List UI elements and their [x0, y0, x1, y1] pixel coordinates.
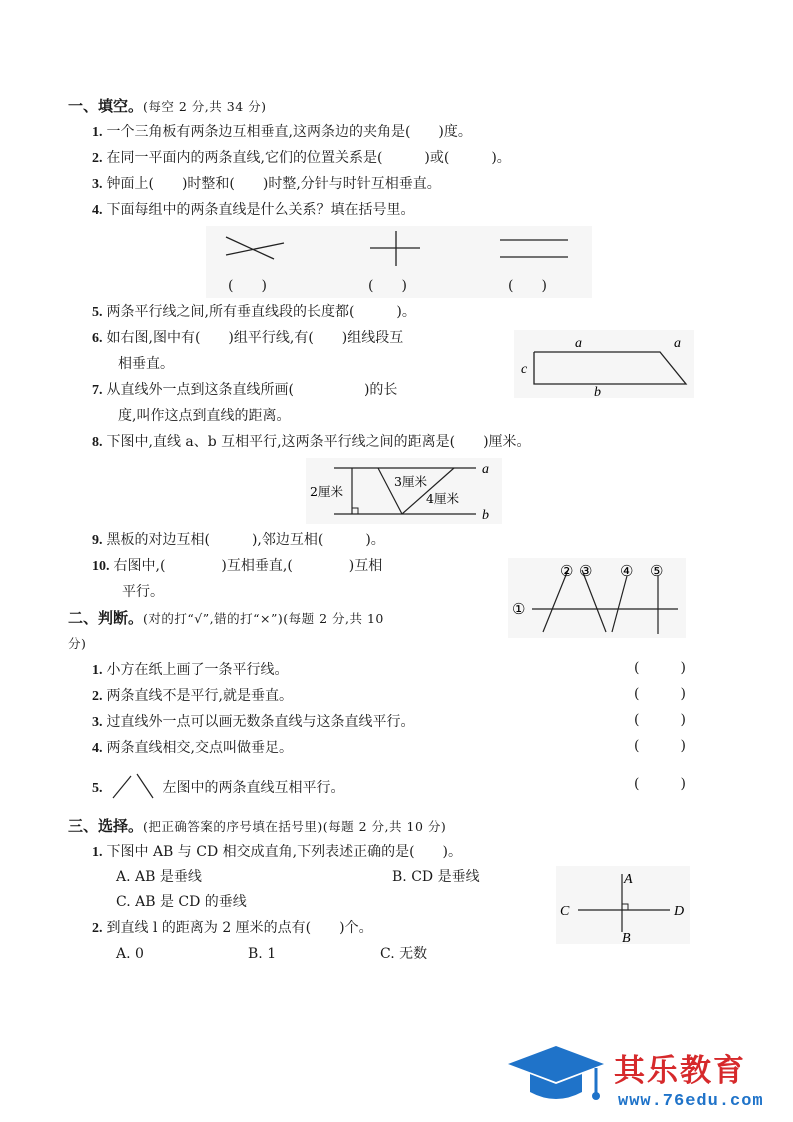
- question-number: 7.: [92, 383, 103, 398]
- paren-open: (: [634, 776, 640, 792]
- paren-open: (: [634, 686, 640, 702]
- question-number: 1.: [92, 663, 103, 678]
- fill-q7-line2: 度,叫作这点到直线的距离。: [118, 408, 291, 424]
- question-number: 5.: [92, 305, 103, 320]
- label-B: B: [622, 931, 631, 944]
- question-text: 两条平行线之间,所有垂直线段的长度都( )。: [106, 304, 416, 320]
- judge-answer-3[interactable]: [634, 712, 686, 728]
- trapezoid-figure: [514, 330, 694, 398]
- fill-q8: [92, 432, 531, 453]
- crossing-line-1: [226, 237, 274, 259]
- fill-q6: [92, 328, 403, 349]
- choice-q2-option-c[interactable]: C. 无数: [380, 946, 428, 962]
- question-number: 9.: [92, 533, 103, 548]
- question-text: 两条直线不是平行,就是垂直。: [106, 688, 293, 704]
- judge-q5: [92, 776, 345, 800]
- label-2: ②: [560, 562, 574, 580]
- question-number: 10.: [92, 559, 110, 574]
- question-number: 2.: [92, 921, 103, 936]
- section-3-heading: [68, 816, 446, 837]
- fill-q4: [92, 200, 415, 221]
- choice-q2-option-b[interactable]: B. 1: [248, 946, 277, 962]
- choice-q1-option-c[interactable]: C. AB 是 CD 的垂线: [116, 894, 247, 910]
- crossing-line-2: [226, 243, 284, 255]
- question-number: 6.: [92, 331, 103, 346]
- paren-open: (: [634, 712, 640, 728]
- question-text: 左图中的两条直线互相平行。: [162, 780, 345, 796]
- label-c: c: [521, 362, 528, 377]
- paren-open: (: [634, 660, 640, 676]
- logo-name: 其乐教育: [614, 1053, 746, 1089]
- choice-q1-option-b[interactable]: B. CD 是垂线: [392, 869, 480, 885]
- fill-q5: [92, 302, 416, 323]
- numbered-lines-figure: [508, 558, 686, 638]
- parallel-distance-drawing: [306, 458, 502, 524]
- question-text: 两条直线相交,交点叫做垂足。: [106, 740, 293, 756]
- label-b: b: [594, 385, 601, 398]
- label-a-right: a: [674, 336, 681, 351]
- label-3cm: 3厘米: [394, 474, 427, 489]
- section-1-title: 一、填空。: [68, 97, 144, 115]
- question-number: 1.: [92, 125, 103, 140]
- section-1-note: (每空 2 分,共 34 分): [143, 99, 267, 114]
- fill-q6-line2: 相垂直。: [118, 356, 174, 372]
- diverging-line-1: [113, 776, 131, 798]
- question-text: 一个三角板有两条边互相垂直,这两条边的夹角是( )度。: [106, 124, 472, 140]
- label-3: ③: [579, 562, 593, 580]
- diverging-lines-figure: [107, 770, 157, 800]
- question-number: 2.: [92, 151, 103, 166]
- section-1-heading: [68, 96, 267, 117]
- trapezoid-shape: [534, 352, 686, 384]
- question-number: 2.: [92, 689, 103, 704]
- question-number: 8.: [92, 435, 103, 450]
- fill-q3: [92, 174, 441, 195]
- judge-answer-2[interactable]: [634, 686, 686, 702]
- judge-q2: [92, 686, 293, 707]
- label-b: b: [482, 508, 489, 523]
- question-number: 5.: [92, 781, 103, 796]
- fill-q2: [92, 148, 511, 169]
- question-text: 在同一平面内的两条直线,它们的位置关系是( )或( )。: [106, 150, 511, 166]
- paren-close: ): [680, 686, 686, 702]
- section-2-note: (对的打“√”,错的打“×”)(每题 2 分,共 10: [143, 611, 384, 626]
- question-number: 3.: [92, 177, 103, 192]
- graduation-cap-icon: [508, 1040, 608, 1112]
- fill-q1: [92, 122, 472, 143]
- label-a: a: [575, 336, 582, 351]
- judge-q1: [92, 660, 289, 681]
- question-text: 下图中 AB 与 CD 相交成直角,下列表述正确的是( )。: [106, 844, 463, 860]
- fill-q7: [92, 380, 397, 401]
- trapezoid-drawing: [514, 330, 694, 398]
- judge-q4: [92, 738, 293, 759]
- label-4: ④: [620, 562, 634, 580]
- question-text: 下面每组中的两条直线是什么关系？填在括号里。: [106, 202, 415, 218]
- choice-q1-option-a[interactable]: A. AB 是垂线: [116, 869, 202, 885]
- paren-close: ): [680, 738, 686, 754]
- question-text: 到直线 l 的距离为 2 厘米的点有( )个。: [106, 920, 373, 936]
- section-2-note-line2: 分): [68, 636, 87, 651]
- question-text: 右图中,( )互相垂直,( )互相: [113, 558, 383, 574]
- choice-q2-option-a[interactable]: A. 0: [116, 946, 144, 962]
- line-4: [612, 576, 627, 632]
- judge-answer-1[interactable]: [634, 660, 686, 676]
- question-text: 钟面上( )时整和( )时整,分针与时针互相垂直。: [106, 176, 441, 192]
- question-number: 4.: [92, 741, 103, 756]
- question-number: 1.: [92, 845, 103, 860]
- label-5: ⑤: [650, 562, 664, 580]
- label-a: a: [482, 462, 489, 477]
- perpendicular-abcd-figure: [556, 866, 690, 944]
- question-text: 黑板的对边互相( ),邻边互相( )。: [106, 532, 385, 548]
- question-number: 4.: [92, 203, 103, 218]
- judge-answer-5[interactable]: [634, 776, 686, 792]
- perpendicular-abcd-drawing: [556, 866, 690, 944]
- paren-close: ): [680, 712, 686, 728]
- paren-close: ): [680, 660, 686, 676]
- choice-q1: [92, 842, 462, 863]
- section-2-heading: [68, 608, 384, 629]
- right-angle-mark: [352, 508, 358, 514]
- answer-blank-2[interactable]: ( ): [368, 278, 407, 294]
- judge-answer-4[interactable]: [634, 738, 686, 754]
- label-2cm: 2厘米: [310, 484, 343, 499]
- question-text: 从直线外一点到这条直线所画( )的长: [106, 382, 398, 398]
- question-text: 如右图,图中有( )组平行线,有( )组线段互: [106, 330, 404, 346]
- label-A: A: [624, 872, 633, 887]
- logo-url: www.76edu.com: [618, 1092, 764, 1111]
- question-text: 下图中,直线 a、b 互相平行,这两条平行线之间的距离是( )厘米。: [106, 434, 531, 450]
- graduation-cap-drawing: [508, 1040, 608, 1112]
- right-angle-mark: [622, 904, 628, 910]
- fill-q9: [92, 530, 385, 551]
- choice-q2: [92, 918, 373, 939]
- question-text: 过直线外一点可以画无数条直线与这条直线平行。: [106, 714, 415, 730]
- paren-open: (: [634, 738, 640, 754]
- label-C: C: [560, 904, 570, 919]
- paren-close: ): [680, 776, 686, 792]
- label-4cm: 4厘米: [426, 491, 459, 506]
- numbered-lines-drawing: [508, 558, 686, 638]
- parallel-distance-figure: [306, 458, 502, 524]
- diverging-line-2: [137, 774, 153, 798]
- judge-q3: [92, 712, 415, 733]
- label-D: D: [674, 904, 685, 919]
- label-1: ①: [512, 600, 526, 618]
- fill-q10-line2: 平行。: [122, 584, 164, 600]
- section-3-note: (把正确答案的序号填在括号里)(每题 2 分,共 10 分): [143, 819, 447, 834]
- question-number: 3.: [92, 715, 103, 730]
- answer-blank-1[interactable]: ( ): [228, 278, 267, 294]
- section-2-title: 二、判断。: [68, 609, 144, 627]
- section-3-title: 三、选择。: [68, 817, 144, 835]
- answer-blank-3[interactable]: ( ): [508, 278, 547, 294]
- fill-q10: [92, 556, 382, 577]
- question-text: 小方在纸上画了一条平行线。: [106, 662, 289, 678]
